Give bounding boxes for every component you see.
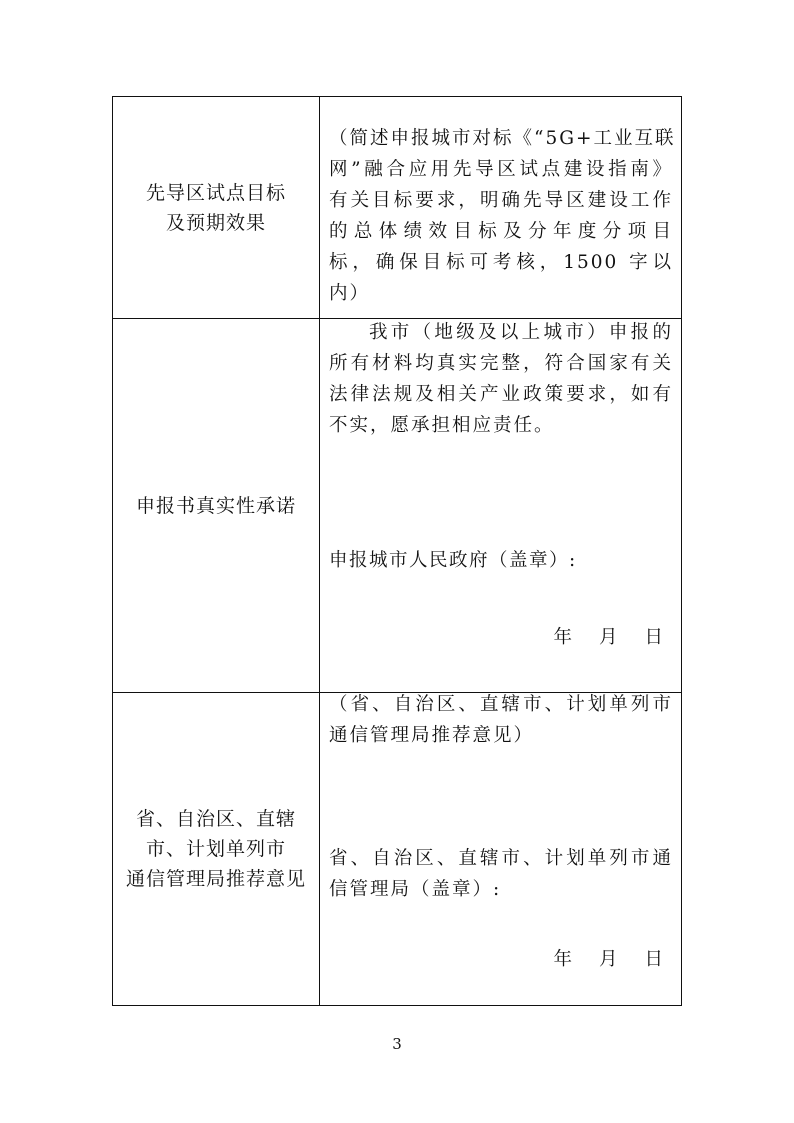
pledge-statement-line: 不实，愿承担相应责任。 (329, 415, 555, 436)
recommendation-prompt (329, 689, 673, 751)
goals-description-line: 内） (329, 283, 371, 304)
goals-content-cell[interactable] (320, 97, 681, 318)
recommendation-label (126, 804, 306, 894)
recommendation-label-line: 通信管理局推荐意见 (126, 868, 307, 890)
recommendation-signatory-line: 省、自治区、直辖市、计划单列市通 (329, 848, 673, 869)
application-form-table (112, 96, 682, 1006)
recommendation-date (553, 945, 663, 975)
recommendation-label-cell (113, 693, 320, 1005)
pledge-content-cell[interactable] (320, 319, 681, 692)
goals-label-line: 先导区试点目标 (145, 181, 286, 204)
recommendation-content-cell[interactable] (320, 693, 681, 1005)
pledge-date-month: 月 (598, 627, 618, 648)
pledge-row (113, 318, 681, 692)
recommendation-signatory-line: 信管理局（盖章）: (329, 879, 502, 900)
pledge-statement (329, 317, 673, 441)
recommendation-row (113, 692, 681, 1005)
goals-description-line: 的总体绩效目标及分年度分项目 (329, 221, 673, 242)
goals-description (329, 123, 676, 309)
pledge-date-day: 日 (644, 627, 663, 648)
page-number: 3 (392, 1035, 402, 1053)
pledge-statement-line: 法律法规及相关产业政策要求，如有 (329, 384, 673, 405)
goals-row (113, 97, 681, 318)
recommendation-signatory (329, 843, 673, 905)
pledge-label-line: 申报书真实性承诺 (135, 494, 296, 517)
pledge-label-cell (113, 319, 320, 692)
goals-description-line: （简述申报城市对标《“5G+工业互联 (329, 128, 676, 149)
recommendation-prompt-line: 通信管理局推荐意见） (329, 725, 535, 746)
pledge-signatory: 申报城市人民政府（盖章）: (329, 550, 577, 571)
recommendation-date-day: 日 (644, 949, 663, 970)
recommendation-label-line: 市、计划单列市 (145, 838, 286, 860)
pledge-date-year: 年 (553, 627, 572, 648)
goals-description-line: 网”融合应用先导区试点建设指南》 (329, 159, 673, 180)
goals-description-line: 标，确保目标可考核，1500 字以 (329, 252, 673, 273)
pledge-date (553, 623, 663, 653)
pledge-statement-line: 我市（地级及以上城市）申报的 (369, 322, 673, 343)
recommendation-prompt-line: （省、自治区、直辖市、计划单列市 (329, 694, 673, 715)
pledge-statement-line: 所有材料均真实完整，符合国家有关 (329, 353, 673, 374)
goals-label (126, 178, 306, 238)
goals-label-cell (113, 97, 320, 318)
recommendation-date-year: 年 (553, 949, 572, 970)
pledge-label (126, 491, 306, 521)
recommendation-date-month: 月 (598, 949, 618, 970)
recommendation-label-line: 省、自治区、直辖 (135, 808, 296, 830)
goals-description-line: 有关目标要求，明确先导区建设工作 (329, 190, 673, 211)
goals-label-line: 及预期效果 (165, 211, 266, 234)
